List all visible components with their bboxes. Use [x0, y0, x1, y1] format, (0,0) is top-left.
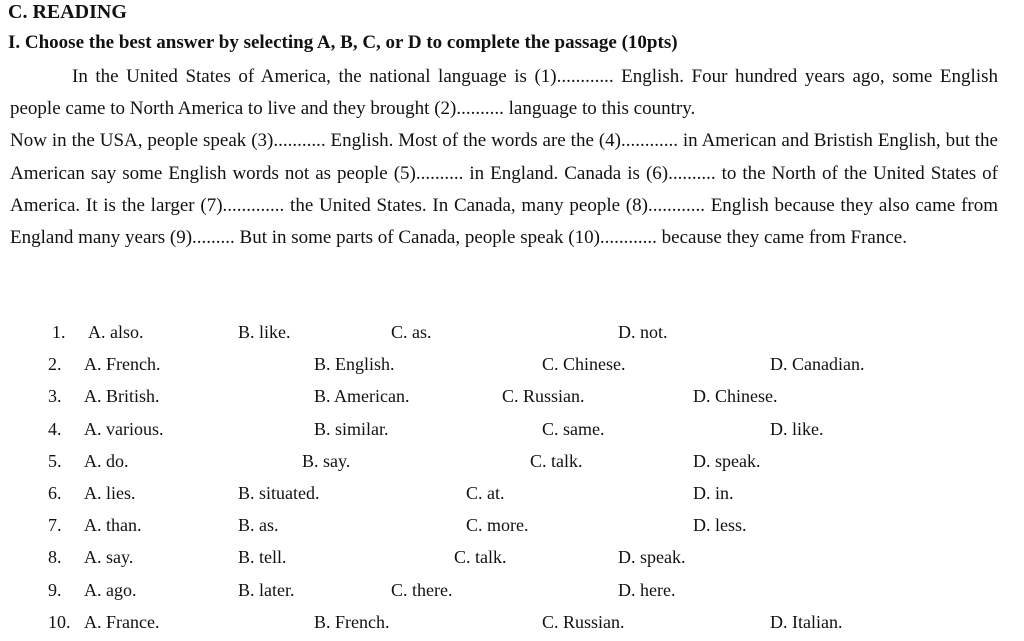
- option-a: A. also.: [88, 322, 144, 342]
- question-number: 3.: [48, 386, 62, 407]
- question-number: 9.: [48, 579, 62, 600]
- option-d: D. here.: [618, 579, 676, 600]
- option-c: C. Chinese.: [542, 354, 626, 375]
- question-row-9: [0, 574, 1024, 606]
- option-b: B. situated.: [238, 482, 320, 503]
- option-b: B. tell.: [238, 547, 287, 568]
- option-d: D. Chinese.: [693, 386, 778, 407]
- option-d: D. in.: [693, 482, 734, 503]
- answer-options: [0, 316, 1024, 638]
- option-a: A. do.: [84, 450, 129, 471]
- question-number: 4.: [48, 418, 62, 439]
- option-c: C. same.: [542, 418, 605, 439]
- option-d: D. speak.: [693, 450, 761, 471]
- option-c: C. more.: [466, 515, 529, 536]
- question-row-4: [0, 413, 1024, 445]
- option-b: B. say.: [302, 450, 351, 471]
- question-row-5: [0, 445, 1024, 477]
- option-d: D. Italian.: [770, 611, 843, 632]
- option-d: D. not.: [618, 322, 668, 342]
- option-a: A. ago.: [84, 579, 137, 600]
- question-number: 2.: [48, 354, 62, 375]
- question-number: 7.: [48, 515, 62, 536]
- question-number: 5.: [48, 450, 62, 471]
- question-number: 1.: [52, 322, 66, 342]
- section-title: C. READING: [8, 1, 127, 23]
- reading-passage: [10, 61, 998, 254]
- question-row-10: [0, 606, 1024, 638]
- option-b: B. English.: [314, 354, 395, 375]
- option-c: C. at.: [466, 482, 505, 503]
- option-d: D. Canadian.: [770, 354, 865, 375]
- option-c: C. Russian.: [542, 611, 625, 632]
- option-b: B. French.: [314, 611, 390, 632]
- passage-paragraph-2: Now in the USA, people speak (3)........... English. Most of the words are the (4)............ in American and Bristish English, but the American say some English words not as people (5).......... in England. Canada is (6).......... to the North of the United States of America. It is the larger (7)............. the United States. In Canada, many people (8)............ English because they also came from England many years (9)......... But in some parts of Canada, people speak (10)............ because they came from France.: [10, 130, 998, 249]
- option-b: B. later.: [238, 579, 295, 600]
- option-d: D. speak.: [618, 547, 686, 568]
- question-row-1: [0, 316, 1024, 348]
- question-number: 6.: [48, 482, 62, 503]
- option-a: A. say.: [84, 547, 134, 568]
- option-b: B. American.: [314, 386, 410, 407]
- question-number: 10.: [48, 611, 71, 632]
- question-row-6: [0, 477, 1024, 509]
- question-row-3: [0, 380, 1024, 412]
- question-row-8: [0, 541, 1024, 573]
- option-a: A. British.: [84, 386, 160, 407]
- option-a: A. lies.: [84, 482, 136, 503]
- option-c: C. as.: [391, 322, 432, 342]
- option-a: A. France.: [84, 611, 160, 632]
- option-a: A. French.: [84, 354, 161, 375]
- option-c: C. talk.: [454, 547, 507, 568]
- question-row-7: [0, 509, 1024, 541]
- option-a: A. various.: [84, 418, 164, 439]
- question-row-2: [0, 348, 1024, 380]
- option-c: C. Russian.: [502, 386, 585, 407]
- instruction-text: I. Choose the best answer by selecting A, B, C, or D to complete the passage (10pts): [8, 32, 678, 53]
- option-c: C. talk.: [530, 450, 583, 471]
- option-a: A. than.: [84, 515, 142, 536]
- option-d: D. like.: [770, 418, 824, 439]
- option-b: B. as.: [238, 515, 279, 536]
- option-c: C. there.: [391, 579, 453, 600]
- option-b: B. like.: [238, 322, 291, 342]
- passage-paragraph-1: In the United States of America, the national language is (1)............ English. Four hundred years ago, some English people came to North America to live and they brought (2).......... language to this country.: [10, 66, 998, 120]
- option-b: B. similar.: [314, 418, 389, 439]
- question-number: 8.: [48, 547, 62, 568]
- option-d: D. less.: [693, 515, 747, 536]
